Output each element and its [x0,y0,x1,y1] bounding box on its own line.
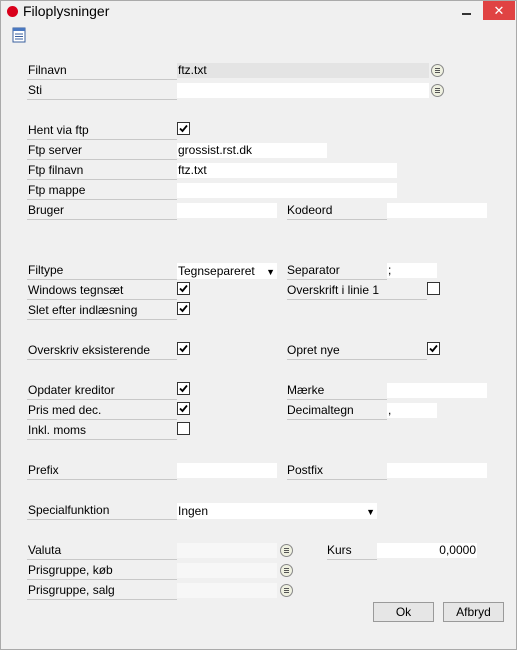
hent-via-ftp-label: Hent via ftp [27,121,177,140]
filtype-label: Filtype [27,261,177,280]
ftp-filnavn-input[interactable]: ftz.txt [177,163,397,178]
bruger-input[interactable] [177,203,277,218]
slet-efter-checkbox[interactable] [177,302,190,315]
kurs-label: Kurs [327,541,377,560]
pris-med-dec-label: Pris med dec. [27,401,177,420]
sti-label: Sti [27,81,177,100]
postfix-label: Postfix [287,461,387,480]
specialfunktion-value: Ingen [178,504,209,518]
ftp-mappe-label: Ftp mappe [27,181,177,200]
filnavn-input[interactable]: ftz.txt [177,63,429,78]
overskriv-label: Overskriv eksisterende [27,341,177,360]
minimize-icon [462,13,471,15]
window-title: Filoplysninger [23,3,110,19]
cancel-button[interactable]: Afbryd [443,602,504,622]
maerke-input[interactable] [387,383,487,398]
title-bar [1,1,516,22]
overskriv-checkbox[interactable] [177,342,190,355]
windows-tegnsaet-checkbox[interactable] [177,282,190,295]
filtype-select[interactable] [177,263,277,279]
ftp-server-input[interactable]: grossist.rst.dk [177,143,327,158]
close-icon: ✕ [493,3,505,18]
pris-med-dec-checkbox[interactable] [177,402,190,415]
overskrift-label: Overskrift i linie 1 [287,281,427,300]
valuta-lookup-icon[interactable] [280,544,293,557]
prisgruppe-salg-label: Prisgruppe, salg [27,581,177,600]
minimize-button[interactable] [453,1,479,20]
valuta-label: Valuta [27,541,177,560]
prefix-input[interactable] [177,463,277,478]
prisgruppe-koeb-lookup-icon[interactable] [280,564,293,577]
chevron-down-icon: ▼ [366,507,375,517]
ftp-filnavn-label: Ftp filnavn [27,161,177,180]
prefix-label: Prefix [27,461,177,480]
inkl-moms-checkbox[interactable] [177,422,190,435]
document-list-icon[interactable] [11,27,27,43]
sti-lookup-icon[interactable] [431,84,444,97]
opdater-kreditor-checkbox[interactable] [177,382,190,395]
slet-efter-label: Slet efter indlæsning [27,301,177,320]
decimaltegn-input[interactable]: , [387,403,437,418]
app-icon [7,6,18,17]
kodeord-input[interactable] [387,203,487,218]
filnavn-label: Filnavn [27,61,177,80]
overskrift-checkbox[interactable] [427,282,440,295]
ftp-server-label: Ftp server [27,141,177,160]
sti-input[interactable] [177,83,429,98]
windows-tegnsaet-label: Windows tegnsæt [27,281,177,300]
decimaltegn-label: Decimaltegn [287,401,387,420]
filnavn-lookup-icon[interactable] [431,64,444,77]
prisgruppe-salg-lookup-icon[interactable] [280,584,293,597]
prisgruppe-koeb-input[interactable] [177,563,277,578]
postfix-input[interactable] [387,463,487,478]
prisgruppe-koeb-label: Prisgruppe, køb [27,561,177,580]
ftp-mappe-input[interactable] [177,183,397,198]
maerke-label: Mærke [287,381,387,400]
prisgruppe-salg-input[interactable] [177,583,277,598]
bruger-label: Bruger [27,201,177,220]
separator-label: Separator [287,261,387,280]
kurs-input[interactable]: 0,0000 [377,543,477,558]
inkl-moms-label: Inkl. moms [27,421,177,440]
opret-nye-checkbox[interactable] [427,342,440,355]
specialfunktion-label: Specialfunktion [27,501,177,520]
opret-nye-label: Opret nye [287,341,427,360]
opdater-kreditor-label: Opdater kreditor [27,381,177,400]
kodeord-label: Kodeord [287,201,387,220]
filtype-value: Tegnsepareret [178,264,255,278]
close-button[interactable] [483,1,515,20]
hent-via-ftp-checkbox[interactable] [177,122,190,135]
chevron-down-icon: ▼ [266,267,275,277]
ok-button[interactable]: Ok [373,602,434,622]
valuta-input[interactable] [177,543,277,558]
separator-input[interactable]: ; [387,263,437,278]
specialfunktion-select[interactable] [177,503,377,519]
